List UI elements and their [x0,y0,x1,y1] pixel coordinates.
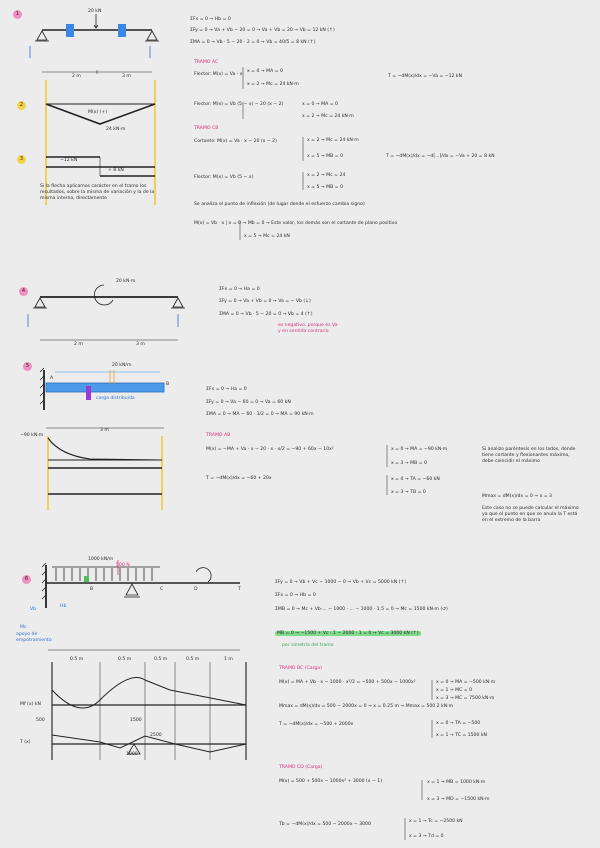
ex4-eq-mb: ΣMB = 0 → Mc + Vb·... − 1000 · ... − 1000 · 1.5 = 0 → Mc = 1500 kN·m (↺) [275,607,448,612]
ex1-tramo-cb: TRAMO CB [194,126,219,131]
ex4-t1-r1: x = 0 → MA = −500 kN·m [436,680,496,685]
ex3-m-eq: M(x) = −MA + Va · x − 20 · x · x/2 = −90 + 60x − 10x² [206,447,334,452]
ex1-dim-1: 2 m [72,74,81,79]
ex2-dim-1: 2 m [74,342,83,347]
ex1-dim-2: 3 m [122,74,131,79]
ex3-diagrams [48,436,162,510]
ex4-label-vb: Vb [30,607,37,612]
ex3-m-r2: x = 3 → MB = 0 [391,461,427,466]
ex3-label-a: A [50,376,54,381]
ex2-moment-label: 20 kN·m [116,279,136,284]
ex4-dim-2: 0.5 m [118,657,132,662]
ex4-label-d: D [194,587,198,592]
badge-3: 3 [17,155,26,164]
ex1-t2-r2: x = 5 → MB = 0 [307,154,343,159]
ex4-apoyo-label: apoyo de empotramiento [16,632,52,643]
badge-4: 4 [19,287,28,296]
ex4-val-500: 500 [36,718,45,723]
ex1-shear-pos: + 8 kN [108,168,124,173]
ex3-side-note: Si analizo paréntesis en los lados, donde tiene cortante y flexionantes máximo, debe coincidir el máximo [482,447,576,464]
ex4-label-t: T [238,587,241,592]
ex4-t2-t1: x = 1 → Tc = −2500 kN [409,819,463,824]
ex3-tramo: TRAMO AB [206,433,231,438]
badge-2: 2 [17,101,26,110]
ex4-t1-max: Mmax = dM(x)/dx = 500 − 2000x = 0 → x = 0.25 m → Mmax = 500.2 kN·m [279,704,454,709]
ex1-side-note: Si la flecha aplicamos carácter en el tramo los resultados, sobre la misma de variación y la de la misma interna, directamente [40,184,155,201]
ex4-eq-fx: ΣFx = 0 → Hb = 0 [275,593,316,598]
ex1-t2-eq: Cortante: M(x) = Va · x − 20 (x − 2) [194,139,277,144]
ex1-shear-neg: −12 kN [60,158,78,163]
ex4-eq-fy: ΣFy = 0 → Vb + Vc − 1000 − 0 → Vb + Vc = 5000 kN (↑) [275,580,407,585]
ex4-dim-4: 0.5 m [186,657,200,662]
ex3-mmax: Mmax = dM(x)/dx = 0 → x = 3 [482,494,552,499]
ex1-beam-diagram [30,14,159,74]
ex4-label-c: C [160,587,164,592]
ex3-m-r1: x = 0 → MA = −90 kN·m [391,447,448,452]
ex4-beam-diagram [42,560,240,650]
ex1-t2-shear: T = −dM(x)/dx = −d[...]/dx = −Va + 20 = 8 kN [386,154,495,159]
ex1-tramo-ac: TRAMO AC [194,60,219,65]
ex1-t1-r1: x = 0 → MA = 0 [247,69,283,74]
ex3-t-r2: x = 3 → TB = 0 [391,490,426,495]
badge-1: 1 [13,10,22,19]
ex1-t2-r1: x = 2 → Mc = 24 kN·m [307,138,359,143]
ex2-eq-fy: ΣFy = 0 → Va + Vb = 0 → Va = − Vb (↓) [219,299,311,304]
ex3-load-label: 20 kN/m [112,363,132,368]
ex1-eq-fy: ΣFy = 0 → Va + Vb − 20 = 0 → Va + Vb = 20 → Vb = 12 kN (↑) [190,28,335,33]
ex4-load-2: 500 N [116,563,130,568]
ex4-dim-5: 1 m [224,657,233,662]
ex4-t1-r3: x = 3 → MC = 7500 kN·m [436,696,495,701]
ex1-t1-eq: Flector: M(x) = Va · x [194,72,243,77]
ex4-val-1000: 1000 [126,752,138,757]
ex4-val-2500: 2500 [150,733,162,738]
ex4-label-mc: Mc [20,625,27,630]
ex2-eq-ma: ΣMA = 0 → Vb · 5 − 20 = 0 → Vb = 4 (↑) [219,312,313,317]
ex3-carga-label: carga distribuida [96,396,135,401]
ex4-tx-label: T (x) [20,740,31,745]
ex4-dim-1: 0.5 m [70,657,84,662]
ex4-t1-m: M(x) = MA + Vb · x − 1000 · x²/2 = −500 + 500x − 1000x² [279,680,416,685]
ex1-t1-r2: x = 2 → Mc = 24 kN·m [247,82,299,87]
ex4-t1-r2: x = 1 → MC = 0 [436,688,473,693]
ex4-tramo-2: TRAMO CD (Carga) [279,765,323,770]
ex3-t-r1: x = 0 → TA = −60 kN [391,477,440,482]
ex4-t1-t: T = −dM(x)/dx = −500 + 2000x [279,722,354,727]
ex4-t2-t: Tb = −dM(x)/dx = 500 − 2000x − 3000 [279,822,371,827]
ex2-note: es negativo, porque es Va y en sentido contrario [278,323,338,334]
ex1-t1-flector: Flector: M(x) = Vb (5 − x) − 20 (x − 2) [194,102,284,107]
ex3-t-eq: T = −dM(x)/dx = −60 + 20x [206,476,272,481]
ex1-note-3: x = 5 → Mc = 24 kN [244,234,290,239]
ex1-t1-f2: x = 2 → Mc = 24 kN·m [302,114,354,119]
ex4-dim-3: 0.5 m [154,657,168,662]
ex4-mfx-label: Mf (x) kN [20,702,41,707]
ex3-eq-ma: ΣMA = 0 → MA − 60 · 3/2 = 0 → MA = 90 kN·m [206,412,314,417]
ex1-eq-ma: ΣMA = 0 → Vb · 5 − 20 · 2 = 0 → Vb = 40/5 = 8 kN (↑) [190,40,316,45]
ex3-side-note-2: Este caso no se puede calcular el máximo ya que el punto en que se anula la T está en el extremo de la barra [482,506,579,523]
ex4-load-1: 1000 kN/m [88,557,114,562]
ex4-val-1500: 1500 [130,718,142,723]
ex2-eq-fx: ΣFx = 0 → Ha = 0 [219,287,260,292]
ex4-eq4: MB = 0 → −1500 + Vc · 1 − 2000 · 1 = 0 → Vc = 3000 kN (↑) [277,631,419,636]
ex3-label-b: B [166,382,170,387]
ex1-eq-fx: ΣFx = 0 → Hb = 0 [190,17,231,22]
ex4-tramo-1: TRAMO BC (Carga) [279,666,322,671]
badge-5: 5 [23,362,32,371]
ex1-t1-shear: T = −dM(x)/dx = −Va = −12 kN [388,74,463,79]
ex1-load-label: 20 kN [88,9,102,14]
ex1-moment-value: M(x) (+) [88,110,108,115]
ex2-dim-2: 3 m [136,342,145,347]
ex4-t2-r2: x = 3 → MD = −1500 kN·m [427,797,490,802]
ex4-t2-t2: x = 3 → Td = 0 [409,834,444,839]
ex1-t2-f1: x = 2 → Mc = 24 [307,173,346,178]
ex1-t2-f2: x = 5 → MB = 0 [307,185,343,190]
ex4-eq4-note: por simetría del tramo [282,643,334,648]
ex1-note-2: M(x) = Vb · x | x = 0 → Mb = 0 → Este valor, los demás son el cortante de plano positivo [194,221,398,226]
ex4-t1-t1: x = 0 → TA = −500 [436,721,481,726]
ex2-beam-diagram [28,285,185,340]
ex4-label-hb: Hb [60,604,67,609]
ex3-moment-value: −90 kN·m [20,433,44,438]
ex3-eq-fy: ΣFy = 0 → Va − 60 = 0 → Va = 60 kN [206,400,291,405]
ex4-t2-m: M(x) = 500 + 500x − 1000x² + 3000 (x − 1) [279,779,382,784]
ex4-label-b: B [90,587,94,592]
ex1-note-1: Se analiza el punto de inflexión (de lugar donde el esfuerzo cambia signo) [194,202,365,207]
ex4-eq-mb-highlight [275,631,421,637]
badge-6: 6 [22,575,31,584]
ex1-t1-f1: x = 0 → MA = 0 [302,102,338,107]
ex4-t1-t2: x = 1 → TC = 1500 kN [436,733,487,738]
ex4-t2-r1: x = 1 → MB = 1000 kN·m [427,780,486,785]
ex1-moment-24: 24 kN·m [106,127,126,132]
ex3-dim: 3 m [100,428,109,433]
ex4-diagrams [52,662,246,760]
ex3-eq-fx: ΣFx = 0 → Ha = 0 [206,387,247,392]
ex1-t2-flector: Flector: M(x) = Vb (5 − x) [194,175,254,180]
